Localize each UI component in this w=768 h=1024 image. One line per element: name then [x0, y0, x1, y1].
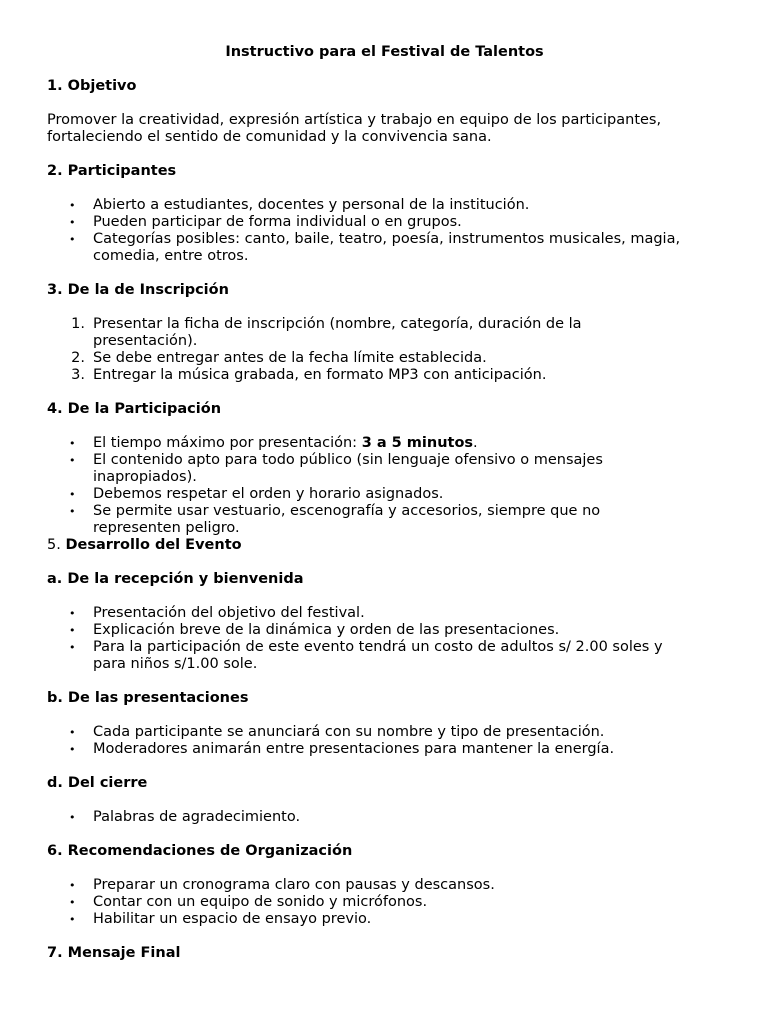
subsection-heading-cierre: d. Del cierre: [47, 775, 148, 791]
list-number: 3.: [71, 367, 85, 383]
bullet-icon: •: [69, 743, 76, 756]
bullet-icon: •: [69, 624, 76, 637]
bullet-icon: •: [69, 437, 76, 450]
bullet-icon: •: [69, 607, 76, 620]
duration-highlight: 3 a 5 minutos: [361, 435, 474, 451]
paragraph-line: Promover la creatividad, expresión artística y trabajo en equipo de los participantes,: [47, 112, 662, 128]
section-heading-participantes: 2. Participantes: [47, 163, 177, 179]
bullet-icon: •: [69, 454, 76, 467]
section-heading-objetivo: 1. Objetivo: [47, 78, 137, 94]
bullet-icon: •: [69, 641, 76, 654]
bullet-icon: •: [69, 726, 76, 739]
bullet-icon: •: [69, 505, 76, 518]
bullet-icon: •: [69, 811, 76, 824]
list-number: 1.: [71, 316, 85, 332]
section-heading-inscripcion: 3. De la de Inscripción: [47, 282, 229, 298]
bullet-icon: •: [69, 896, 76, 909]
bullet-icon: •: [69, 913, 76, 926]
section-heading-participacion: 4. De la Participación: [47, 401, 222, 417]
bullet-icon: •: [69, 199, 76, 212]
paragraph-line: fortaleciendo el sentido de comunidad y la convivencia sana.: [47, 129, 492, 145]
bullet-icon: •: [69, 879, 76, 892]
section-heading-mensaje-final: 7. Mensaje Final: [47, 945, 181, 961]
section-heading-recomendaciones: 6. Recomendaciones de Organización: [47, 843, 353, 859]
document-title: Instructivo para el Festival de Talentos: [225, 44, 544, 60]
list-number: 2.: [71, 350, 85, 366]
subsection-heading-recepcion: a. De la recepción y bienvenida: [47, 571, 304, 587]
bullet-icon: •: [69, 488, 76, 501]
subsection-heading-presentaciones: b. De las presentaciones: [47, 690, 249, 706]
bullet-icon: •: [69, 216, 76, 229]
bullet-icon: •: [69, 233, 76, 246]
section-heading-desarrollo: 5. Desarrollo del Evento: [47, 537, 242, 553]
